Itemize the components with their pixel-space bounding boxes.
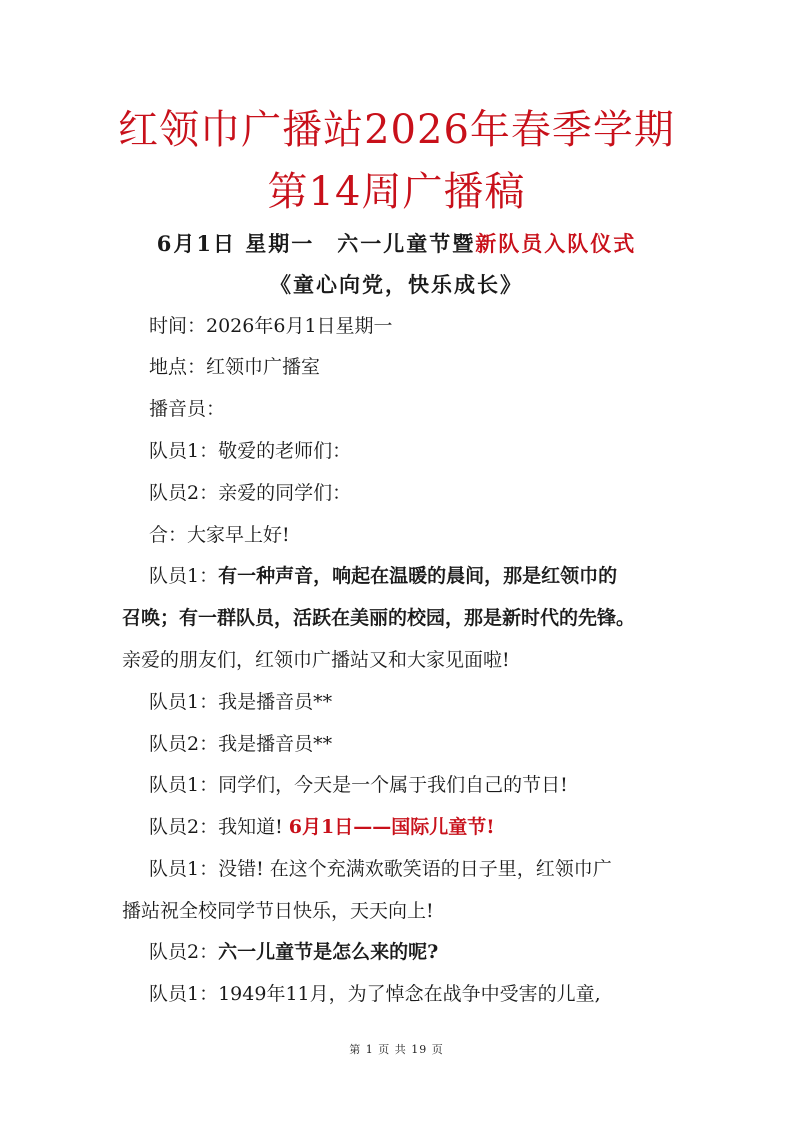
page-footer: 第 1 页 共 19 页 (349, 1043, 444, 1056)
line-13-speaker: 队员2： (149, 941, 219, 963)
line-announcers: 播音员： (149, 398, 226, 420)
line-12: 播站祝全校同学节日快乐，天天向上! (122, 900, 434, 922)
line-2: 队员2：亲爱的同学们： (149, 482, 352, 504)
line-9: 队员1：同学们，今天是一个属于我们自己的节日! (149, 774, 568, 796)
doc-title-line-2: 第14周广播稿 (267, 169, 526, 215)
line-10 (122, 812, 709, 842)
line-3: 合：大家早上好! (149, 524, 290, 546)
line-1: 队员1：敬爱的老师们： (149, 440, 352, 462)
line-13 (122, 937, 709, 967)
subtitle-date: 6月1日 星期一 六一儿童节暨 (156, 231, 476, 256)
line-10-text: 队员2：我知道! (149, 816, 283, 838)
line-13-bold: 六一儿童节是怎么来的呢? (218, 941, 439, 963)
doc-theme: 《童心向党，快乐成长》 (270, 272, 523, 297)
line-10-highlight: 6月1日——国际儿童节! (288, 816, 495, 838)
line-time: 时间：2026年6月1日星期一 (149, 315, 393, 337)
line-4-bold: 有一种声音，响起在温暖的晨间，那是红领巾的 (218, 565, 618, 587)
line-8: 队员2：我是播音员** (149, 733, 333, 755)
line-14: 队员1：1949年11月，为了悼念在战争中受害的儿童, (149, 983, 601, 1005)
line-11: 队员1：没错! 在这个充满欢歌笑语的日子里，红领巾广 (149, 858, 612, 880)
line-5: 召唤；有一群队员，活跃在美丽的校园，那是新时代的先锋。 (122, 607, 636, 629)
line-6: 亲爱的朋友们，红领巾广播站又和大家见面啦! (122, 649, 510, 671)
line-place: 地点：红领巾广播室 (149, 356, 321, 378)
doc-subtitle (0, 229, 793, 259)
line-4-speaker: 队员1： (149, 565, 219, 587)
line-4 (122, 561, 709, 591)
subtitle-highlight: 新队员入队仪式 (475, 231, 637, 256)
doc-title-line-1: 红领巾广播站2026年春季学期 (118, 107, 675, 153)
line-7: 队员1：我是播音员** (149, 691, 333, 713)
